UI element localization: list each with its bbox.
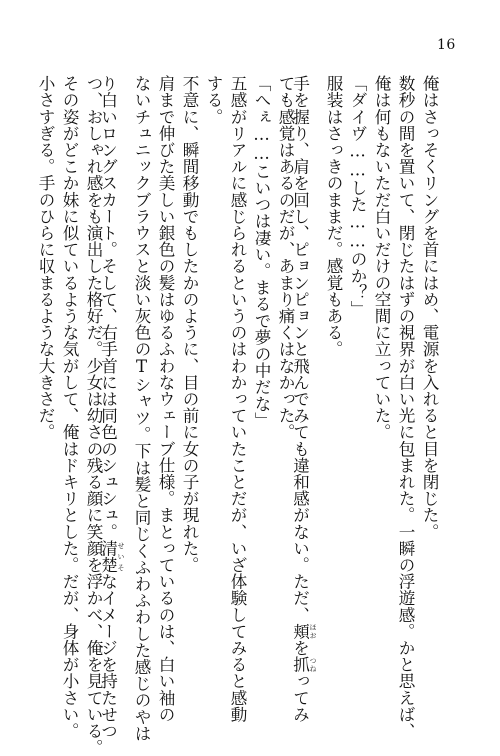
ruby-hoo: 頬 ほお <box>290 622 317 640</box>
text-line: 数秒の間を置いて、閉じたはずの視界が白い光に包まれた。一瞬の浮遊感。かと思えば、 <box>396 75 415 739</box>
ruby-reading: つね <box>309 656 317 673</box>
text-line: 小さすぎる。手のひらに収まるような大きさだ。 <box>36 75 55 441</box>
text-line: ても感覚はあるのだが、あまり痛くはなかった。 <box>276 75 295 441</box>
text-line: 五感がリアルに感じられるというのはわかっていたことだが、いざ体験してみると感動 <box>228 75 247 723</box>
ruby-reading: ほお <box>309 622 317 640</box>
ruby-seiso: 清楚 せいそ <box>98 539 125 574</box>
page-number: 16 <box>437 37 456 53</box>
ruby-reading: せいそ <box>117 539 125 574</box>
text-line: 服装はさっきのままだ。感覚もある。 <box>324 75 343 358</box>
vertical-text-body <box>36 75 439 756</box>
text-line: 「へぇ……こいつは凄い。まるで夢の中だな」 <box>252 75 271 429</box>
text-line: ないチュニックブラウスと淡い灰色のTシャツ。下は髪と同じくふわふわした感じのやは <box>132 75 151 742</box>
text-segment: ってみ <box>290 672 310 723</box>
text-segment: を <box>290 639 310 657</box>
ruby-tsune: 抓 つね <box>290 656 317 673</box>
text-line: つ、おしゃれ感をも演出した格好だ。少女は幼さの残る顔に笑顔を浮かべ、俺を見ている。 <box>84 75 103 756</box>
text-segment: り白いロングスカート。そして、右手首には同色のシュシュ。 <box>98 75 118 540</box>
text-line: 俺はさっそくリングを首にはめ、電源を入れると目を閉じた。 <box>420 75 439 540</box>
text-line: 不意に、瞬間移動でもしたかのように、目の前に女の子が現れた。 <box>180 75 199 573</box>
text-segment: 手を握り、肩を回し、ピョンピョンと飛んでみても違和感がない。ただ、 <box>290 75 310 623</box>
text-line-with-ruby <box>98 75 125 740</box>
text-line: 肩まで伸びた美しい銀色の髪はゆるふわなウェーブ仕様。まとっているのは、白い袖の <box>156 75 175 723</box>
text-line: 俺は何もないただ白いだけの空間に立っていた。 <box>372 75 391 441</box>
text-line: する。 <box>204 75 223 125</box>
text-segment: なイメージを持たせつ <box>98 573 118 740</box>
text-line: 「ダイヴ……した……のか？」 <box>348 75 367 317</box>
text-line: その姿がどこか妹に似ているような気がして、俺はドキリとした。だが、身体が小さい。 <box>60 75 79 739</box>
text-line-with-ruby <box>290 75 317 723</box>
